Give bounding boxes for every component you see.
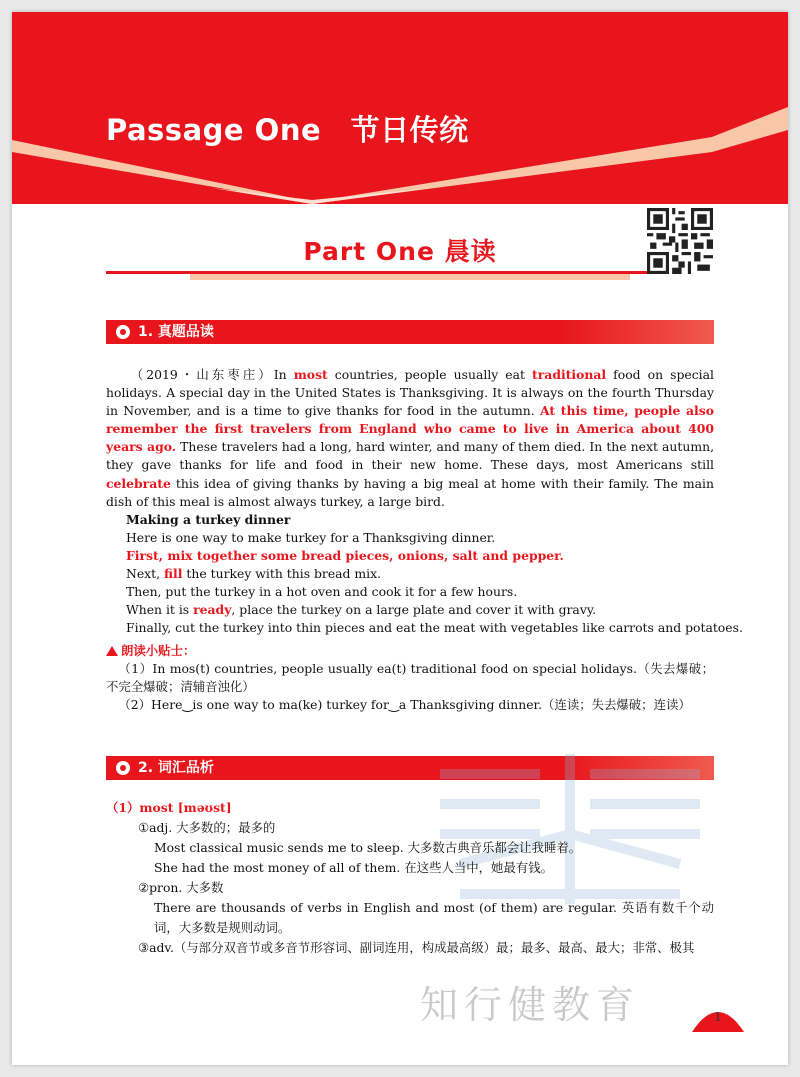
keyword: fill <box>164 566 183 582</box>
passage-line: Next, fill the turkey with this bread mix. <box>126 566 382 582</box>
section-label: 2. 词汇品析 <box>138 760 214 776</box>
passage-title: Passage One 节日传统 <box>106 113 469 147</box>
passage <box>106 366 743 637</box>
watermark-text: 知行健教育 <box>420 983 641 1027</box>
keyword: ready <box>193 602 232 618</box>
keyword: traditional <box>532 367 607 382</box>
qr-code-icon[interactable] <box>647 208 713 274</box>
passage-line: Finally, cut the turkey into thin pieces and eat the meat with vegetables like carrots and potatoes. <box>126 620 743 636</box>
passage-line: Then, put the turkey in a hot oven and cook it for a few hours. <box>126 584 518 600</box>
page-number: 1 <box>692 1002 744 1032</box>
keyword: celebrate <box>106 475 171 491</box>
passage-paragraph: （2019・山东枣庄）In most countries, people usually eat traditional food on special holidays. A special day in the United States is Thanksgiving. It is always on the fourth Thursday in November, and is a time to give thanks for food in the autumn. At this time, people also remember the first travelers from England who came to live in America about 400 years ago. These travelers had a long, hard winter, and many of them died. In the next autumn, they gave thanks for life and food in their new home. These days, most Americans still celebrate this idea of giving thanks by having a big meal at home with their family. The main dish of this meal is almost always turkey, a large bird. <box>106 367 715 509</box>
vocabulary-entry <box>106 798 714 958</box>
keyword: most <box>293 367 328 382</box>
reading-tips-title: 朗读小贴士： <box>106 641 195 659</box>
vocab-example: She had the most money of all of them. 在这些人当中，她最有钱。 <box>154 860 553 875</box>
warning-triangle-icon <box>106 646 118 656</box>
vocab-example: Most classical music sends me to sleep. 大多数古典音乐都会让我睡着。 <box>154 840 582 855</box>
vocab-headword: （1）most [məʊst] <box>106 800 232 815</box>
passage-heading: Making a turkey dinner <box>126 511 291 527</box>
key-sentence: First, mix together some bread pieces, onions, salt and pepper. <box>126 547 564 563</box>
vocab-sense: ①adj. 大多数的；最多的 <box>138 820 276 835</box>
passage-line: When it is ready, place the turkey on a large plate and cover it with gravy. <box>126 602 597 618</box>
section-bullet-icon <box>116 325 130 339</box>
part-title: Part One 晨读 <box>303 237 497 266</box>
passage-source: （2019・山东枣庄） <box>130 367 274 382</box>
key-sentence: At this time, people also remember the first travelers from England who came to live in America about 400 years ago. <box>106 403 714 455</box>
reading-tips <box>106 660 714 714</box>
section-bar-reading <box>106 320 714 344</box>
vocab-example: There are thousands of verbs in English and most (of them) are regular. 英语有数千个动词，大多数是规则动词。 <box>154 900 714 935</box>
vocab-sense: ②pron. 大多数 <box>138 880 224 895</box>
section-bullet-icon <box>116 761 130 775</box>
vocab-sense: ③adv.（与部分双音节或多音节形容词、副词连用，构成最高级）最；最多、最高、最大；非常、极其 <box>138 940 695 955</box>
section-label: 1. 真题品读 <box>138 324 214 340</box>
passage-line: Here is one way to make turkey for a Thanksgiving dinner. <box>126 529 496 545</box>
tip-line: （1）In mos(t) countries, people usually ea(t) traditional food on special holidays.（失去爆破；不完全爆破；清辅音浊化） <box>106 661 714 695</box>
page <box>12 12 788 1065</box>
part-underline-accent <box>190 274 630 280</box>
tip-line: （2）Here‿is one way to ma(ke) turkey for‿a Thanksgiving dinner.（连读；失去爆破；连读） <box>118 697 691 713</box>
header-banner <box>12 12 788 204</box>
